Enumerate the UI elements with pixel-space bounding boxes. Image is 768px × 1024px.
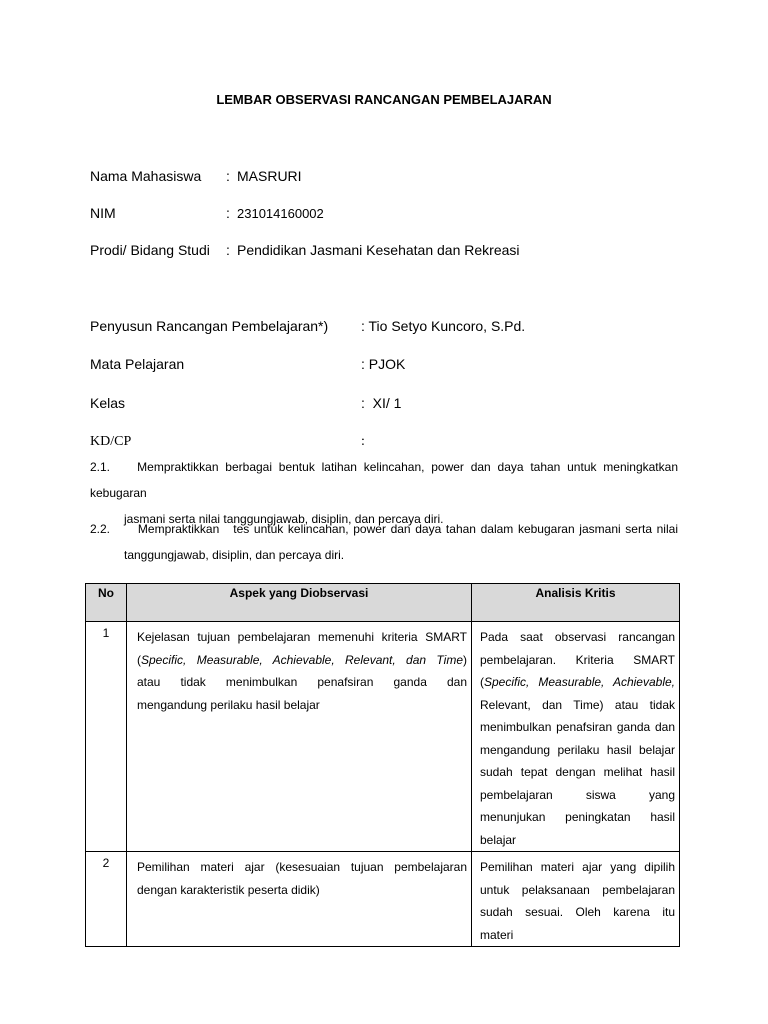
identity-label: Prodi/ Bidang Studi — [90, 242, 210, 258]
kd-line — [90, 454, 678, 506]
aspek-line: dengan karakteristik peserta didik) — [137, 882, 320, 897]
kd-item-2-2 — [90, 516, 678, 568]
analisis-line: untuk pelaksanaan pembelajaran — [480, 882, 675, 897]
analisis-line: pembelajaran. Kriteria SMART — [480, 652, 675, 667]
identity-colon: : — [226, 205, 230, 221]
kd-text-cont: tanggungjawab, disiplin, dan percaya diri. — [124, 548, 345, 562]
plan-value: : XI/ 1 — [361, 395, 402, 411]
kd-number: 2.1. — [90, 460, 111, 474]
header-no: No — [86, 584, 127, 622]
analisis-line: sudah sesuai. Oleh karena itu materi — [480, 905, 675, 942]
plan-value: : Tio Setyo Kuncoro, S.Pd. — [361, 318, 526, 334]
aspek-line: mengandung perilaku hasil belajar — [137, 697, 320, 712]
row-aspek — [127, 622, 472, 852]
identity-label: NIM — [90, 205, 116, 221]
aspek-line: Kejelasan tujuan pembelajaran memenuhi kriteria SMART — [137, 630, 467, 644]
row-aspek — [127, 852, 472, 947]
analisis-line: sudah tepat dengan melihat hasil — [480, 765, 675, 779]
identity-value: MASRURI — [237, 168, 302, 184]
identity-value: Pendidikan Jasmani Kesehatan dan Rekreasi — [237, 242, 520, 258]
analisis-line: (Specific, Measurable, Achievable, — [480, 675, 675, 689]
kd-line — [90, 516, 678, 542]
header-aspek: Aspek yang Diobservasi — [127, 584, 472, 622]
row-analisis — [472, 852, 680, 947]
row-analisis — [472, 622, 680, 852]
kd-number: 2.2. — [90, 522, 111, 536]
identity-colon: : — [226, 242, 230, 258]
row-number: 1 — [86, 622, 127, 852]
aspek-line: atau tidak menimbulkan penafsiran ganda dan — [137, 675, 467, 689]
analisis-line: menunjukan peningkatan hasil — [480, 810, 675, 824]
table-row — [86, 622, 680, 852]
identity-colon: : — [226, 168, 230, 184]
plan-label: Penyusun Rancangan Pembelajaran*) — [90, 318, 329, 334]
plan-label: Kelas — [90, 395, 126, 411]
kd-text: Mempraktikkan berbagai bentuk latihan kelincahan, power dan daya tahan untuk meningkatkan kebugaran — [90, 460, 678, 500]
kd-text: Mempraktikkan tes untuk kelincahan, power dan daya tahan dalam kebugaran jasmani serta nilai — [137, 522, 678, 536]
analisis-line: pembelajaran siswa yang — [480, 787, 675, 802]
table-header-row — [86, 584, 680, 622]
analisis-line: Relevant, dan Time) atau tidak — [480, 697, 675, 712]
kdcp-label: KD/CP — [90, 434, 132, 449]
analisis-line: menimbulkan penafsiran ganda dan — [480, 720, 675, 734]
aspek-line: (Specific, Measurable, Achievable, Relevant, dan Time) — [137, 652, 467, 667]
analisis-line: belajar — [480, 832, 517, 847]
observation-table — [85, 583, 680, 947]
analisis-line: mengandung perilaku hasil belajar — [480, 742, 675, 757]
header-analisis: Analisis Kritis — [472, 584, 680, 622]
identity-label: Nama Mahasiswa — [90, 168, 202, 184]
plan-value: : PJOK — [361, 356, 406, 372]
kd-text-cont: jasmani serta nilai tanggungjawab, disiplin, dan percaya diri. — [124, 512, 444, 526]
document-title: LEMBAR OBSERVASI RANCANGAN PEMBELAJARAN — [216, 92, 552, 107]
analisis-line: Pemilihan materi ajar yang dipilih — [480, 860, 675, 874]
table-row — [86, 852, 680, 947]
identity-value: 231014160002 — [237, 206, 324, 221]
row-number: 2 — [86, 852, 127, 947]
aspek-line: Pemilihan materi ajar (kesesuaian tujuan pembelajaran — [137, 860, 467, 874]
analisis-line: Pada saat observasi rancangan — [480, 630, 675, 644]
kdcp-colon: : — [361, 434, 365, 449]
plan-label: Mata Pelajaran — [90, 356, 185, 372]
